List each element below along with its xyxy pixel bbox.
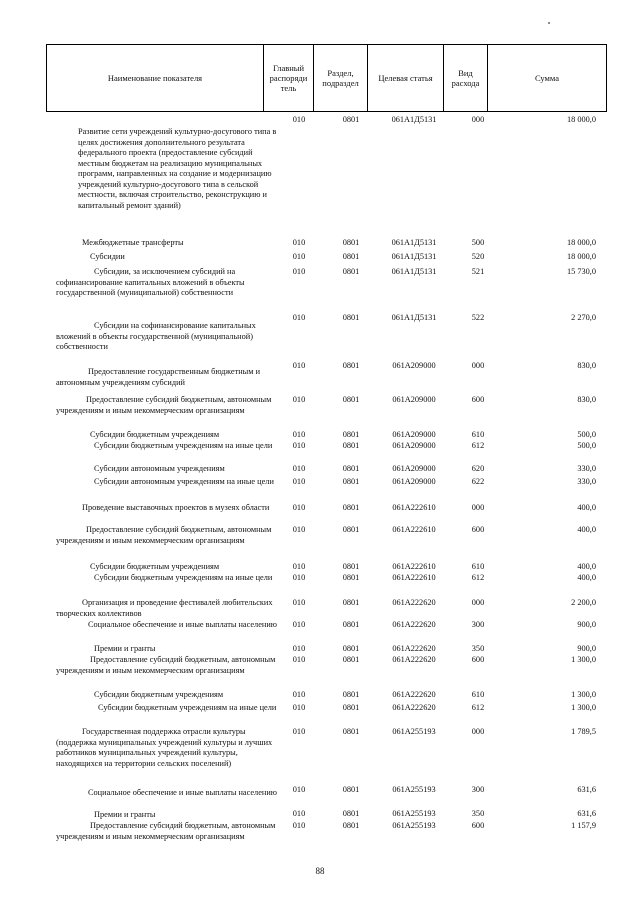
row-gl: 010 <box>292 655 306 664</box>
row-vid: 522 <box>471 313 485 322</box>
row-vid: 600 <box>471 395 485 404</box>
row-celevaya: 061А222610 <box>392 562 436 571</box>
row-vid: 610 <box>471 690 485 699</box>
scan-speck <box>548 22 550 24</box>
row-gl: 010 <box>292 252 306 261</box>
row-celevaya: 061А1Д5131 <box>391 252 437 261</box>
row-vid: 000 <box>471 503 485 512</box>
row-gl: 010 <box>292 809 306 818</box>
row-gl: 010 <box>292 573 306 582</box>
row-gl: 010 <box>292 690 306 699</box>
row-name-text: Предоставление субсидий бюджетным, автономным учреждениям и иным некоммерческим организациям <box>56 395 272 415</box>
row-name-text: Предоставление субсидий бюджетным, автономным учреждениям и иным некоммерческим организациям <box>56 821 276 841</box>
row-celevaya: 061А1Д5131 <box>391 115 437 124</box>
row-razdel: 0801 <box>342 785 360 794</box>
row-gl: 010 <box>292 267 306 276</box>
row-razdel: 0801 <box>342 313 360 322</box>
row-name <box>56 727 286 769</box>
row-celevaya: 061А222620 <box>392 644 436 653</box>
row-vid: 610 <box>471 430 485 439</box>
row-sum: 15 730,0 <box>566 267 596 276</box>
row-gl: 010 <box>292 238 306 247</box>
row-gl: 010 <box>292 727 306 736</box>
row-razdel: 0801 <box>342 703 360 712</box>
table-header <box>46 44 607 112</box>
row-name-text: Предоставление субсидий бюджетным, автономным учреждениям и иным некоммерческим организациям <box>56 655 276 675</box>
row-razdel: 0801 <box>342 562 360 571</box>
header-amount: Сумма <box>488 45 607 112</box>
row-name <box>56 573 286 584</box>
row-name <box>56 620 286 631</box>
row-vid: 000 <box>471 727 485 736</box>
row-name: Субсидии бюджетным учреждениям <box>94 690 224 699</box>
row-sum: 2 200,0 <box>571 598 596 607</box>
row-vid: 521 <box>471 267 485 276</box>
row-vid: 612 <box>471 441 485 450</box>
row-name-text: Субсидии бюджетным учреждениям на иные цели <box>94 573 273 582</box>
row-name <box>56 441 286 452</box>
row-celevaya: 061А222620 <box>392 655 436 664</box>
row-razdel: 0801 <box>342 727 360 736</box>
row-razdel: 0801 <box>342 690 360 699</box>
row-vid: 612 <box>471 703 485 712</box>
row-razdel: 0801 <box>342 252 360 261</box>
row-razdel: 0801 <box>342 395 360 404</box>
row-name: Субсидии бюджетным учреждениям <box>90 430 220 439</box>
header-name: Наименование показателя <box>47 45 264 112</box>
header-main-manager: Главный распоряди тель <box>264 45 314 112</box>
row-name-text: Субсидии бюджетным учреждениям на иные цели <box>98 703 277 712</box>
row-name-text: Социальное обеспечение и иные выплаты населению <box>88 620 277 629</box>
row-celevaya: 061А255193 <box>392 785 436 794</box>
row-name-text: Социальное обеспечение и иные выплаты населению <box>88 788 277 797</box>
row-celevaya: 061А255193 <box>392 727 436 736</box>
row-celevaya: 061А209000 <box>392 464 436 473</box>
row-vid: 612 <box>471 573 485 582</box>
row-vid: 520 <box>471 252 485 261</box>
row-sum: 1 157,9 <box>571 821 596 830</box>
row-name: Развитие сети учреждений культурно-досугового типа в целях достижения дополнительного результата федерального проекта (предоставление субсидий местным бюджетам на реализацию муниципальных программ, направленных на создание и модернизацию учреждений культурно-досугового типа в сельской местности, включая строительство, реконструкцию и капитальный ремонт зданий) <box>78 127 277 210</box>
row-sum: 631,6 <box>577 785 596 794</box>
row-celevaya: 061А1Д5131 <box>391 313 437 322</box>
row-name: Субсидии автономным учреждениям <box>94 464 225 473</box>
row-celevaya: 061А209000 <box>392 477 436 486</box>
row-razdel: 0801 <box>342 430 360 439</box>
row-razdel: 0801 <box>342 821 360 830</box>
row-celevaya: 061А222620 <box>392 598 436 607</box>
row-name-text: Предоставление государственным бюджетным и автономным учреждениям субсидий <box>56 367 261 387</box>
row-vid: 620 <box>471 464 485 473</box>
row-razdel: 0801 <box>342 655 360 664</box>
row-sum: 500,0 <box>577 441 596 450</box>
row-gl: 010 <box>292 395 306 404</box>
row-name-text: Государственная поддержка отрасли культуры (поддержка муниципальных учреждений культуры и лучших работников муниципальных учреждений культуры, находящихся на территории сельских поселений) <box>56 727 273 768</box>
row-celevaya: 061А209000 <box>392 361 436 370</box>
row-razdel: 0801 <box>342 441 360 450</box>
row-gl: 010 <box>292 361 306 370</box>
row-vid: 000 <box>471 115 485 124</box>
row-sum: 18 000,0 <box>566 238 596 247</box>
row-name <box>56 395 286 416</box>
row-gl: 010 <box>292 441 306 450</box>
row-razdel: 0801 <box>342 573 360 582</box>
row-sum: 830,0 <box>577 395 596 404</box>
row-vid: 350 <box>471 644 485 653</box>
row-razdel: 0801 <box>342 238 360 247</box>
row-celevaya: 061А222610 <box>392 573 436 582</box>
row-name <box>56 788 286 799</box>
row-sum: 1 300,0 <box>571 703 596 712</box>
row-celevaya: 061А222620 <box>392 690 436 699</box>
row-razdel: 0801 <box>342 503 360 512</box>
header-expense-type: Вид расхода <box>444 45 488 112</box>
row-name <box>56 367 286 388</box>
row-gl: 010 <box>292 644 306 653</box>
row-sum: 400,0 <box>577 503 596 512</box>
row-razdel: 0801 <box>342 525 360 534</box>
row-sum: 900,0 <box>577 644 596 653</box>
row-name <box>56 503 286 514</box>
row-vid: 600 <box>471 821 485 830</box>
row-name <box>56 525 286 546</box>
row-vid: 622 <box>471 477 485 486</box>
page-number: 88 <box>315 866 325 876</box>
row-celevaya: 061А209000 <box>392 395 436 404</box>
row-name-text: Организация и проведение фестивалей любительских творческих коллективов <box>56 598 273 618</box>
header-section: Раздел, подраздел <box>314 45 368 112</box>
row-gl: 010 <box>292 503 306 512</box>
row-sum: 400,0 <box>577 562 596 571</box>
row-sum: 18 000,0 <box>566 115 596 124</box>
row-gl: 010 <box>292 785 306 794</box>
row-sum: 330,0 <box>577 464 596 473</box>
row-name-text: Субсидии автономным учреждениям на иные цели <box>94 477 274 486</box>
row-name <box>56 477 286 488</box>
row-vid: 610 <box>471 562 485 571</box>
row-gl: 010 <box>292 313 306 322</box>
row-celevaya: 061А222610 <box>392 525 436 534</box>
row-vid: 300 <box>471 620 485 629</box>
row-vid: 000 <box>471 598 485 607</box>
row-name-text: Субсидии на софинансирование капитальных вложений в объекты государственной (муниципальной) собственности <box>56 321 256 351</box>
row-celevaya: 061А222620 <box>392 703 436 712</box>
row-celevaya: 061А222620 <box>392 620 436 629</box>
row-razdel: 0801 <box>342 598 360 607</box>
row-gl: 010 <box>292 562 306 571</box>
row-gl: 010 <box>292 821 306 830</box>
row-sum: 330,0 <box>577 477 596 486</box>
row-name <box>56 821 286 842</box>
row-razdel: 0801 <box>342 477 360 486</box>
row-name <box>56 655 286 676</box>
row-vid: 350 <box>471 809 485 818</box>
row-gl: 010 <box>292 703 306 712</box>
row-sum: 1 300,0 <box>571 655 596 664</box>
row-sum: 631,6 <box>577 809 596 818</box>
row-sum: 2 270,0 <box>571 313 596 322</box>
row-name <box>56 267 286 299</box>
row-gl: 010 <box>292 464 306 473</box>
row-sum: 18 000,0 <box>566 252 596 261</box>
row-gl: 010 <box>292 430 306 439</box>
row-name: Межбюджетные трансферты <box>82 238 184 247</box>
row-gl: 010 <box>292 115 306 124</box>
row-vid: 600 <box>471 655 485 664</box>
row-celevaya: 061А255193 <box>392 809 436 818</box>
row-celevaya: 061А209000 <box>392 441 436 450</box>
row-sum: 1 789,5 <box>571 727 596 736</box>
table-body <box>46 113 606 873</box>
row-sum: 400,0 <box>577 573 596 582</box>
row-gl: 010 <box>292 477 306 486</box>
row-vid: 600 <box>471 525 485 534</box>
row-sum: 830,0 <box>577 361 596 370</box>
row-celevaya: 061А255193 <box>392 821 436 830</box>
row-vid: 300 <box>471 785 485 794</box>
row-vid: 500 <box>471 238 485 247</box>
row-razdel: 0801 <box>342 267 360 276</box>
row-name-text: Субсидии, за исключением субсидий на софинансирование капитальных вложений в объекты государственной (муниципальной) собственности <box>56 267 245 297</box>
row-razdel: 0801 <box>342 464 360 473</box>
row-name: Премии и гранты <box>94 644 156 653</box>
header-target-item: Целевая статья <box>368 45 444 112</box>
row-name: Премии и гранты <box>94 810 156 819</box>
row-name-text: Проведение выставочных проектов в музеях области <box>82 503 270 512</box>
row-razdel: 0801 <box>342 115 360 124</box>
row-celevaya: 061А222610 <box>392 503 436 512</box>
row-celevaya: 061А1Д5131 <box>391 267 437 276</box>
row-name-text: Субсидии бюджетным учреждениям на иные цели <box>94 441 273 450</box>
row-name <box>56 321 286 353</box>
row-razdel: 0801 <box>342 361 360 370</box>
row-name <box>56 703 286 714</box>
row-sum: 1 300,0 <box>571 690 596 699</box>
row-name: Субсидии <box>90 252 125 261</box>
row-gl: 010 <box>292 525 306 534</box>
row-name: Субсидии бюджетным учреждениям <box>90 562 220 571</box>
row-name-text: Предоставление субсидий бюджетным, автономным учреждениям и иным некоммерческим организациям <box>56 525 272 545</box>
row-vid: 000 <box>471 361 485 370</box>
row-gl: 010 <box>292 598 306 607</box>
row-razdel: 0801 <box>342 620 360 629</box>
row-razdel: 0801 <box>342 644 360 653</box>
row-sum: 900,0 <box>577 620 596 629</box>
row-sum: 500,0 <box>577 430 596 439</box>
row-sum: 400,0 <box>577 525 596 534</box>
row-celevaya: 061А209000 <box>392 430 436 439</box>
row-razdel: 0801 <box>342 809 360 818</box>
row-celevaya: 061А1Д5131 <box>391 238 437 247</box>
row-name <box>56 598 286 619</box>
row-gl: 010 <box>292 620 306 629</box>
